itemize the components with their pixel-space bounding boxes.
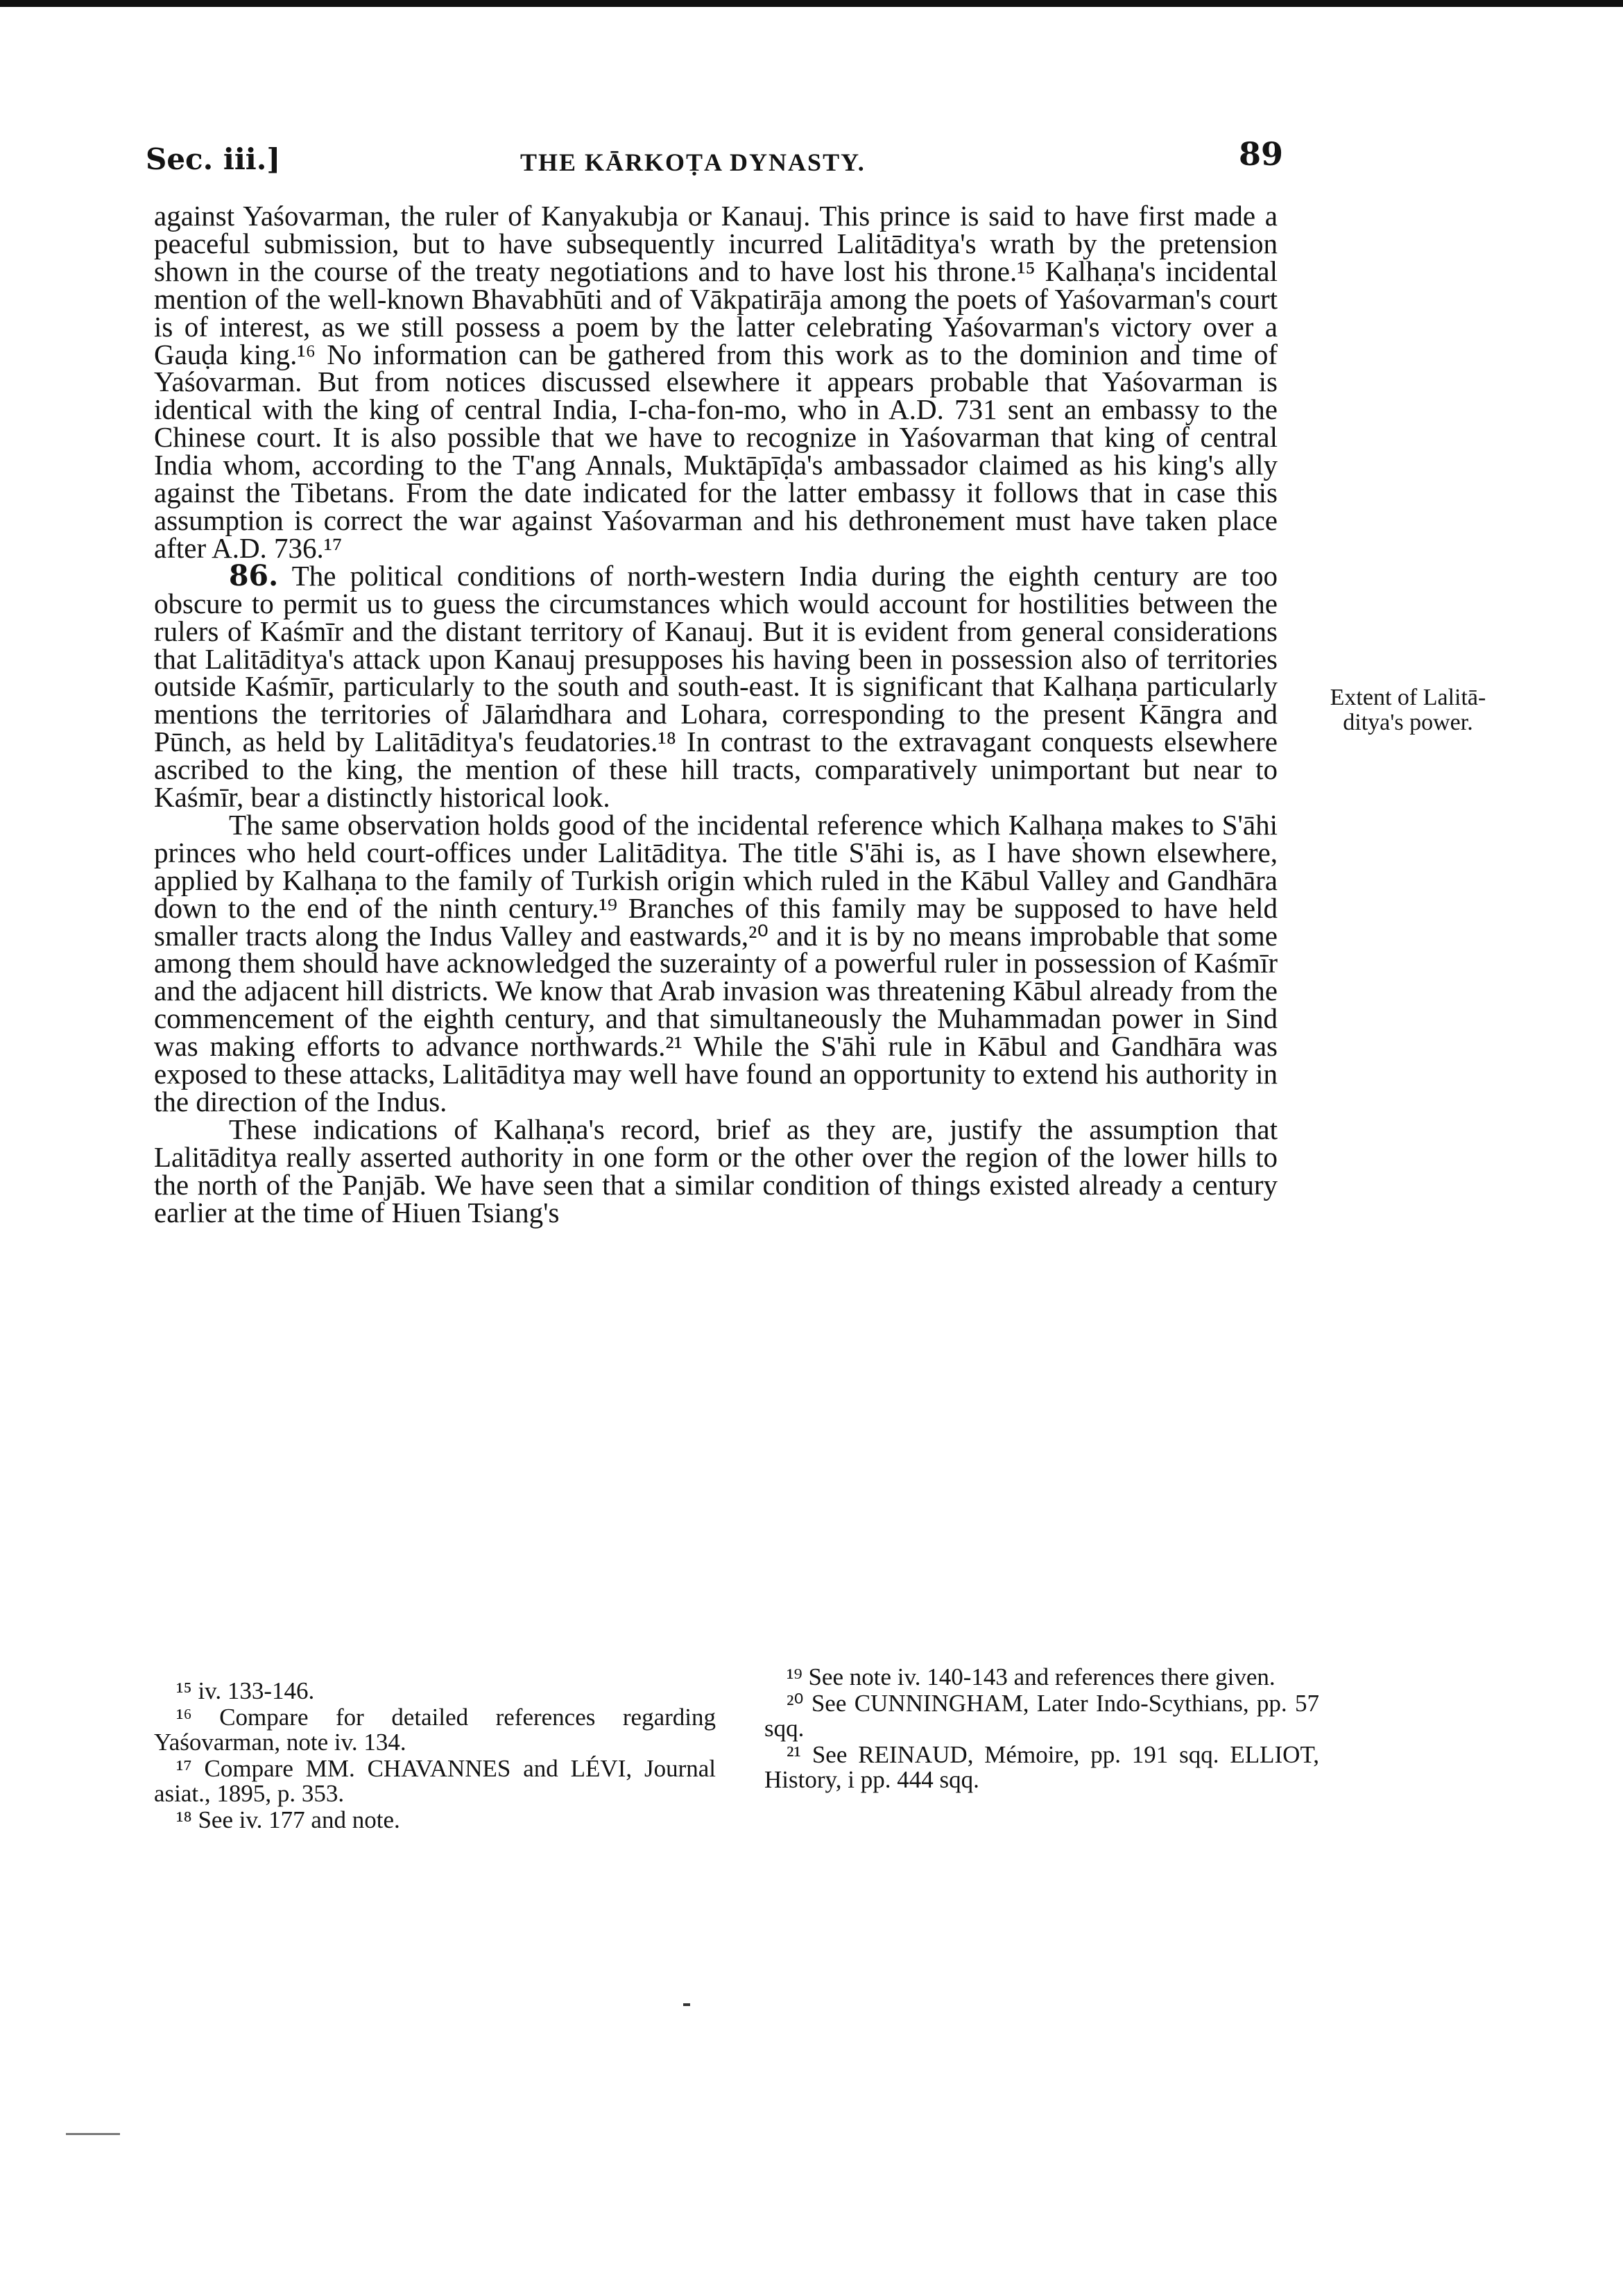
scan-edge-mark: [66, 2133, 120, 2135]
page-number: 89: [1238, 135, 1283, 173]
footnote-21: ²¹ See REINAUD, Mémoire, pp. 191 sqq. ELLIOT, History, i pp. 444 sqq.: [764, 1741, 1319, 1793]
footnote-17: ¹⁷ Compare MM. CHAVANNES and LÉVI, Journal asiat., 1895, p. 353.: [154, 1755, 716, 1807]
margin-note: [1304, 685, 1512, 735]
paragraph-sahi: The same observation holds good of the incidental reference which Kalhaṇa makes to S'āhi princes who held court-offices under Lalitāditya. The title S'āhi is, as I have shown elsewhere, applied by Kalhaṇa to the family of Turkish origin which ruled in the Kābul Valley and Gandhāra down to the end of the ninth century.¹⁹ Branches of this family may be supposed to have held smaller tracts along the Indus Valley and eastwards,²⁰ and it is by no means improbable that some among them should have acknowledged the suzerainty of a powerful ruler in possession of Kaśmīr and the adjacent hill districts. We know that Arab invasion was threatening Kābul already from the commencement of the eighth century, and that simultaneously the Muhammadan power in Sind was making efforts to advance northwards.²¹ While the S'āhi rule in Kābul and Gandhāra was exposed to these attacks, Lalitāditya may well have found an opportunity to extend his authority in the direction of the Indus.: [154, 808, 1278, 1117]
section-label: Sec. iii.]: [146, 142, 281, 176]
footnote-15: ¹⁵ iv. 133-146.: [176, 1677, 315, 1704]
paragraph-86-text: The political conditions of north-western India during the eighth century are too obscure to permit us to guess the circumstances which would account for hostilities between the rulers of Kaśmīr and the distant territory of Kanauj. But it is evident from general considerations that Lalitāditya's attack upon Kanauj presupposes his having been in possession also of territories outside Kaśmīr, particularly to the south and south-east. It is significant that Kalhaṇa particularly mentions the territories of Jālaṁdhara and Lohara, corresponding to the present Kāngra and Pūnch, as held by Lalitāditya's feudatories.¹⁸ In contrast to the extravagant conquests elsewhere ascribed to the king, the mention of these hill tracts, comparatively unimportant but near to Kaśmīr, bear a distinctly historical look.: [154, 559, 1278, 814]
main-text: [154, 200, 1278, 1228]
top-border-line: [0, 0, 1623, 7]
footnote-20: ²⁰ See CUNNINGHAM, Later Indo-Scythians, pp. 57 sqq.: [764, 1690, 1319, 1742]
paragraph-indications: These indications of Kalhaṇa's record, brief as they are, justify the assumption that Lalitāditya really asserted authority in one form or the other over the region of the lower hills to the north of the Panjāb. We have seen that a similar condition of things existed already a century earlier at the time of Hiuen Tsiang's: [154, 1113, 1278, 1228]
running-title: THE KĀRKOṬA DYNASTY.: [520, 148, 866, 176]
margin-note-line-2: ditya's power.: [1343, 710, 1473, 735]
margin-note-line-1: Extent of Lalitā-: [1330, 685, 1486, 710]
footnote-18: ¹⁸ See iv. 177 and note.: [176, 1806, 400, 1833]
footnote-16: ¹⁶ Compare for detailed references regarding Yaśovarman, note iv. 134.: [154, 1704, 716, 1756]
section-number: 86.: [229, 558, 279, 592]
running-header: [146, 135, 1283, 184]
paragraph-continued: against Yaśovarman, the ruler of Kanyakubja or Kanauj. This prince is said to have first made a peaceful submission, but to have subsequently incurred Lalitāditya's wrath by the pretension shown in the course of the treaty negotiations and to have lost his throne.¹⁵ Kalhaṇa's incidental mention of the well-known Bhavabhūti and of Vākpatirāja among the poets of Yaśovarman's court is of interest, as we still possess a poem by the latter celebrating Yaśovarman's victory over a Gauḍa king.¹⁶ No information can be gathered from this work as to the dominion and time of Yaśovarman. But from notices discussed elsewhere it appears probable that Yaśovarman is identical with the king of central India, I-cha-fon-mo, who in A.D. 731 sent an embassy to the Chinese court. It is also possible that we have to recognize in Yaśovarman that king of central India whom, according to the T'ang Annals, Muktāpīḍa's ambassador claimed as his king's ally against the Tibetans. From the date indicated for the latter embassy it follows that in case this assumption is correct the war against Yaśovarman and his dethronement must have taken place after A.D. 736.¹⁷: [154, 200, 1278, 564]
paragraph-86: [154, 558, 1278, 814]
footnote-19: ¹⁹ See note iv. 140-143 and references there given.: [787, 1663, 1276, 1690]
footnotes-right-column: [764, 1665, 1319, 1794]
footnotes-left-column: [154, 1679, 716, 1834]
scan-speck: [683, 2003, 690, 2006]
